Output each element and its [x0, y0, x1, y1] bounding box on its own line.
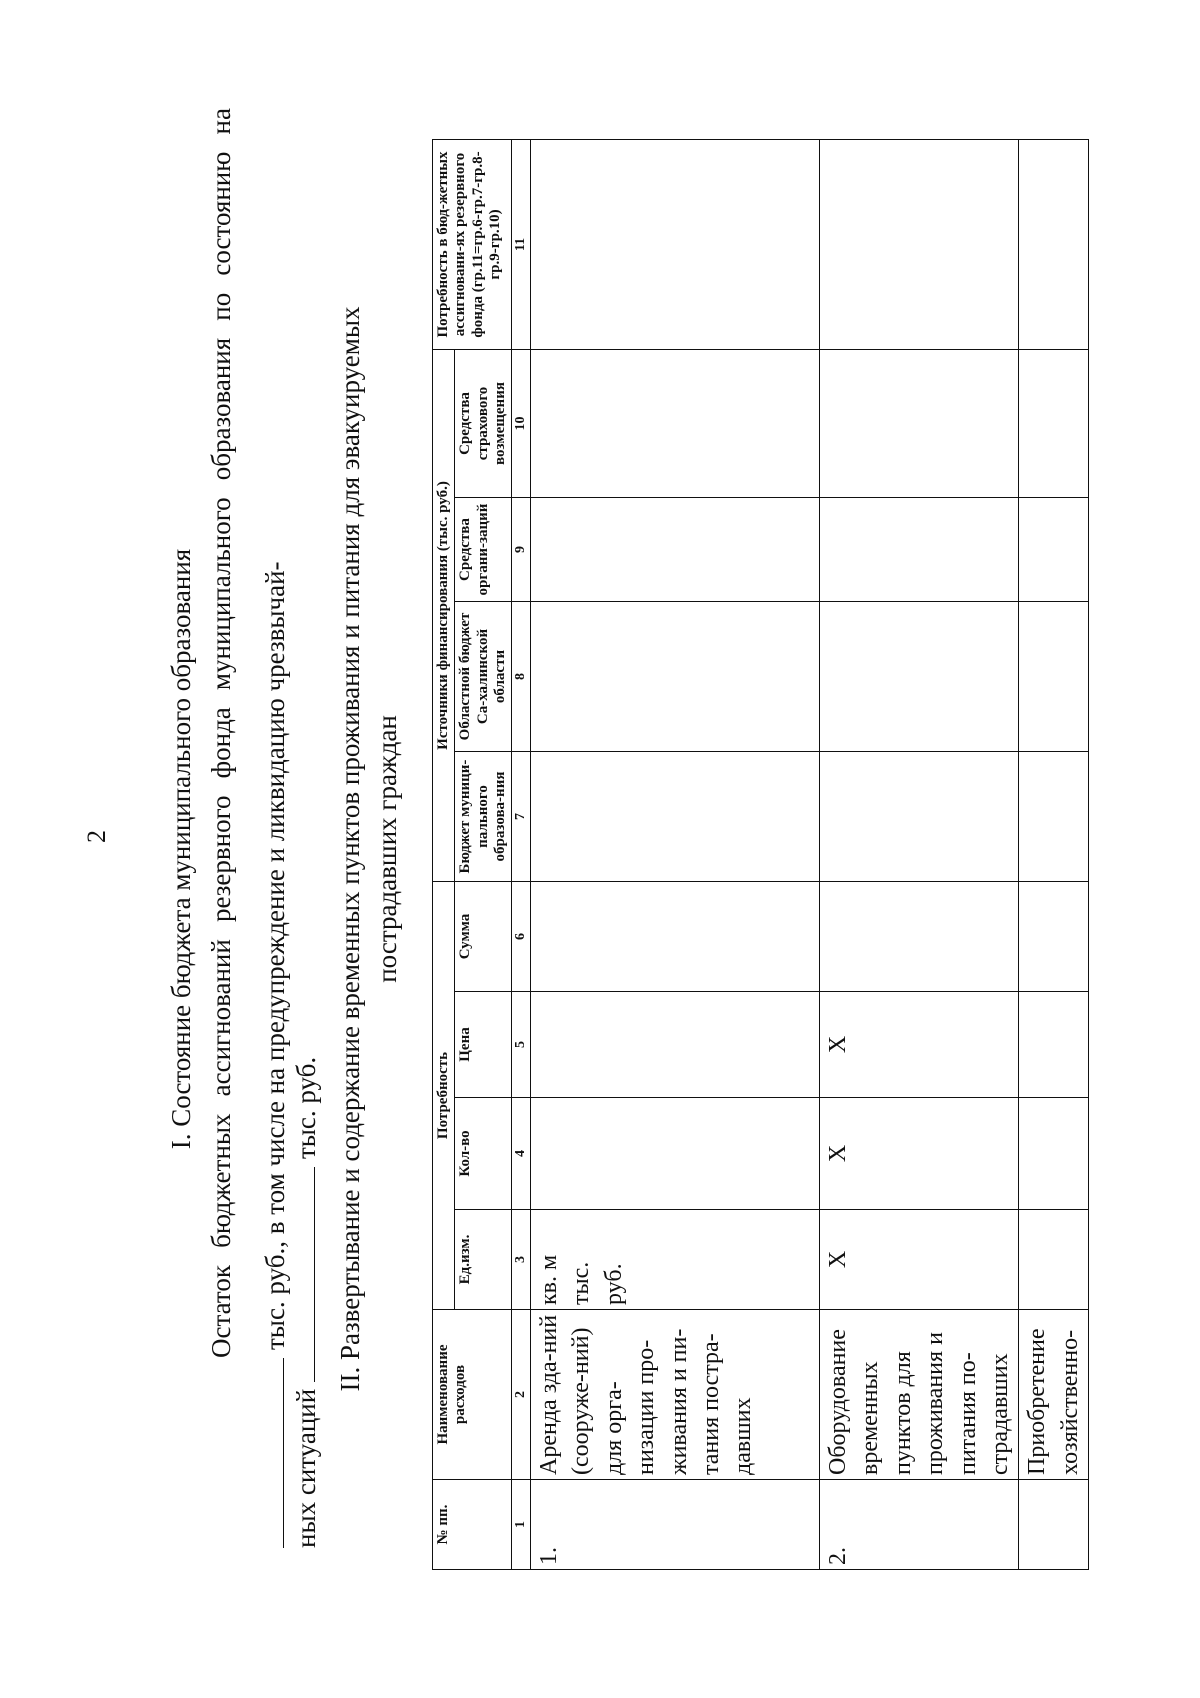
- row-unit[interactable]: [1019, 1210, 1089, 1310]
- row-qty[interactable]: [1019, 1098, 1089, 1210]
- header-price: Цена: [455, 992, 512, 1098]
- row-sum[interactable]: [531, 882, 820, 992]
- header-reserve-need: Потребность в бюд-жетных ассигновани-ях резервного фонда (гр.11=гр.6-гр.7-гр.8-гр.9-гр.10): [433, 139, 512, 349]
- line2-part2: ных ситуаций: [291, 1388, 321, 1548]
- table-row: [1019, 139, 1089, 1569]
- section2-title-line2: пострадавших граждан: [372, 715, 402, 983]
- row-insurance[interactable]: [820, 349, 1019, 497]
- colnum-6: 6: [512, 882, 531, 992]
- header-name: Наименование расходов: [433, 1310, 512, 1480]
- blank-date-field[interactable]: [261, 1358, 284, 1548]
- row-orgs[interactable]: [531, 498, 820, 602]
- header-municipal: Бюджет муници-пального образова-ния: [455, 752, 512, 882]
- row-insurance[interactable]: [531, 349, 820, 497]
- header-unit: Ед.изм.: [455, 1210, 512, 1310]
- unit-line: руб.: [600, 1263, 627, 1305]
- expenses-table: [432, 139, 1089, 1570]
- row-price[interactable]: [531, 992, 820, 1098]
- row-insurance[interactable]: [1019, 349, 1089, 497]
- row-orgs[interactable]: [820, 498, 1019, 602]
- row-sum[interactable]: [1019, 882, 1089, 992]
- colnum-2: 2: [512, 1310, 531, 1480]
- colnum-8: 8: [512, 602, 531, 752]
- row-price: X: [820, 992, 1019, 1098]
- header-qty: Кол-во: [455, 1098, 512, 1210]
- colnum-1: 1: [512, 1480, 531, 1570]
- colnum-11: 11: [512, 139, 531, 349]
- row-sum[interactable]: [820, 882, 1019, 992]
- row-name: Аренда зда-ний (сооруже-ний) для орга-низации про-живания и пи-тания постра-давших: [531, 1310, 820, 1480]
- row-unit: X: [820, 1210, 1019, 1310]
- colnum-5: 5: [512, 992, 531, 1098]
- row-qty: X: [820, 1098, 1019, 1210]
- header-insurance: Средства страхового возмещения: [455, 349, 512, 497]
- colnum-4: 4: [512, 1098, 531, 1210]
- row-reserve-need[interactable]: [820, 139, 1019, 349]
- section2-title-line1: II. Развертывание и содержание временных пунктов проживания и питания для эвакуируемых: [335, 306, 365, 1392]
- row-num: 1.: [531, 1480, 820, 1570]
- row-reserve-need[interactable]: [1019, 139, 1089, 349]
- row-regional[interactable]: [820, 602, 1019, 752]
- row-num: 2.: [820, 1480, 1019, 1570]
- colnum-7: 7: [512, 752, 531, 882]
- row-reserve-need[interactable]: [531, 139, 820, 349]
- colnum-9: 9: [512, 498, 531, 602]
- header-num: № пп.: [433, 1480, 512, 1570]
- header-need-group: Потребность: [433, 882, 455, 1310]
- row-regional[interactable]: [1019, 602, 1089, 752]
- row-municipal[interactable]: [531, 752, 820, 882]
- row-municipal[interactable]: [820, 752, 1019, 882]
- line2-part1: тыс. руб., в том числе на предупреждение и ликвидацию чрезвычай-: [260, 561, 290, 1350]
- section1-title: I. Состояние бюджета муниципального образования: [166, 548, 196, 1150]
- header-regional: Областной бюджет Са-халинской области: [455, 602, 512, 752]
- colnum-10: 10: [512, 349, 531, 497]
- colnum-3: 3: [512, 1210, 531, 1310]
- unit-line: тыс.: [568, 1261, 595, 1305]
- section1-text-line2: [260, 561, 322, 1548]
- page-number: 2: [82, 830, 111, 843]
- blank-emergency-amount-field[interactable]: [292, 1167, 315, 1382]
- row-price[interactable]: [1019, 992, 1089, 1098]
- row-regional[interactable]: [531, 602, 820, 752]
- row-orgs[interactable]: [1019, 498, 1089, 602]
- row-qty[interactable]: [531, 1098, 820, 1210]
- header-sources-group: Источники финансирования (тыс. руб.): [433, 349, 455, 881]
- row-unit: [531, 1210, 820, 1310]
- row-num: [1019, 1480, 1089, 1570]
- header-orgs: Средства органи-заций: [455, 498, 512, 602]
- section1-text-line1: Остаток бюджетных ассигнований резервного фонда муниципального образования по состоянию на: [206, 108, 236, 1358]
- unit-line: кв. м: [536, 1254, 562, 1305]
- row-name: Приобретение хозяйственно-: [1019, 1310, 1089, 1480]
- row-name: Оборудование временных пунктов для проживания и питания по-страдавших: [820, 1310, 1019, 1480]
- table-row: [820, 139, 1019, 1569]
- line2-part3: тыс. руб.: [291, 1056, 321, 1160]
- header-sum: Сумма: [455, 882, 512, 992]
- table-row: [531, 139, 820, 1569]
- row-municipal[interactable]: [1019, 752, 1089, 882]
